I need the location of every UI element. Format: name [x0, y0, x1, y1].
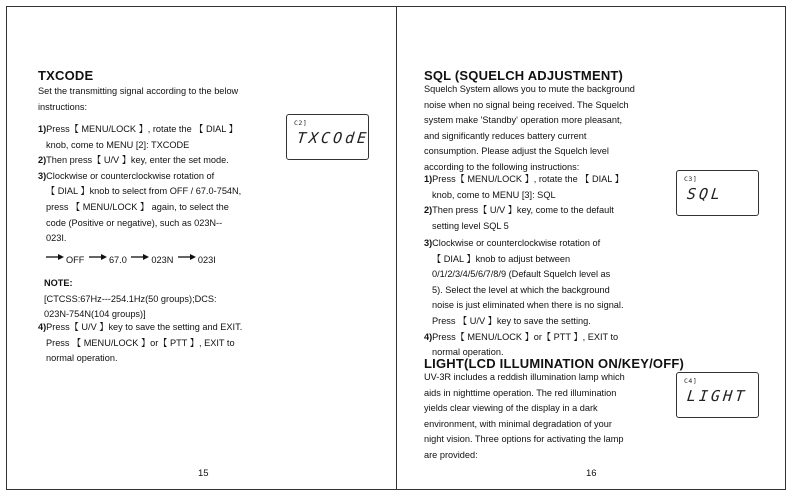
lcd-display-light: C4] LIGHT — [676, 372, 759, 418]
light-heading: LIGHT(LCD ILLUMINATION ON/KEY/OFF) — [424, 356, 685, 371]
arrow-right-icon — [131, 254, 149, 260]
step-3: 3)Clockwise or counterclockwise rotation of — [38, 170, 215, 181]
page-divider — [396, 6, 397, 490]
code-sequence: OFF 67.0 023N 023I — [44, 255, 216, 265]
page-number-right: 16 — [586, 468, 597, 479]
step-1: 1)Press【 MENU/LOCK 】, rotate the 【 DIAL 】 — [38, 124, 238, 134]
txcode-steps: 1)Press【 MENU/LOCK 】, rotate the 【 DIAL 】 knob, come to MENU [2]: TXCODE 2)Then press【 U/V 】key, enter the set mode. 3)Clockwise or counterclockwise rotation of 【 DIAL 】knob to select from OFF / 67.0-754N, press 【 MENU/LOCK 】 again, to select the code (Positive or negative), such as 023N-- 023I. — [38, 122, 266, 247]
arrow-right-icon — [46, 254, 64, 260]
lcd-display-sql: C3] SQL — [676, 170, 759, 216]
txcode-heading: TXCODE — [38, 68, 94, 83]
page-number-left: 15 — [198, 468, 209, 479]
txcode-intro: Set the transmitting signal according to the below instructions: — [38, 86, 239, 112]
sql-steps-3-4: 3)Clockwise or counterclockwise rotation of 【 DIAL 】knob to adjust between 0/1/2/3/4/5/6/7/8/9 (Default Squelch level as 5). Select the level at which the background noise is just eliminated when there is no signal. Press 【 U/V 】key to save the setting. 4)Press【 MENU/LOCK 】or【 PTT 】, EXIT to normal operation. — [424, 238, 624, 358]
txcode-note: NOTE: [CTCSS:67Hz---254.1Hz(50 groups);DCS: 023N-754N(104 groups)] — [44, 278, 217, 320]
arrow-right-icon — [178, 254, 196, 260]
sql-intro: Squelch System allows you to mute the background noise when no signal being received. The Squelch system make 'Standby' operation more pleasant, and significantly reduces battery current consumption. Please adjust the Squelch level according to the following instructions: — [424, 84, 635, 172]
arrow-right-icon — [89, 254, 107, 260]
step-2: 2)Then press【 U/V 】key, enter the set mode. — [38, 155, 229, 166]
light-intro: UV-3R includes a reddish illumination lamp which aids in nighttime operation. The red illumination yields clear viewing of the display in a dark environment, with minimal degradation of your night vision. Three options for activating the lamp are provided: — [424, 372, 625, 460]
sql-heading: SQL (SQUELCH ADJUSTMENT) — [424, 68, 624, 83]
step-4: 4)Press【 U/V 】key to save the setting and EXIT. Press 【 MENU/LOCK 】or【 PTT 】, EXIT to normal operation. — [38, 322, 243, 364]
sql-steps-1-2: 1)Press【 MENU/LOCK 】, rotate the 【 DIAL 】 knob, come to MENU [3]: SQL 2)Then press【 U/V 】key, come to the default setting level SQL 5 — [424, 174, 624, 231]
lcd-display-txcode: C2] TXCOdE — [286, 114, 369, 160]
